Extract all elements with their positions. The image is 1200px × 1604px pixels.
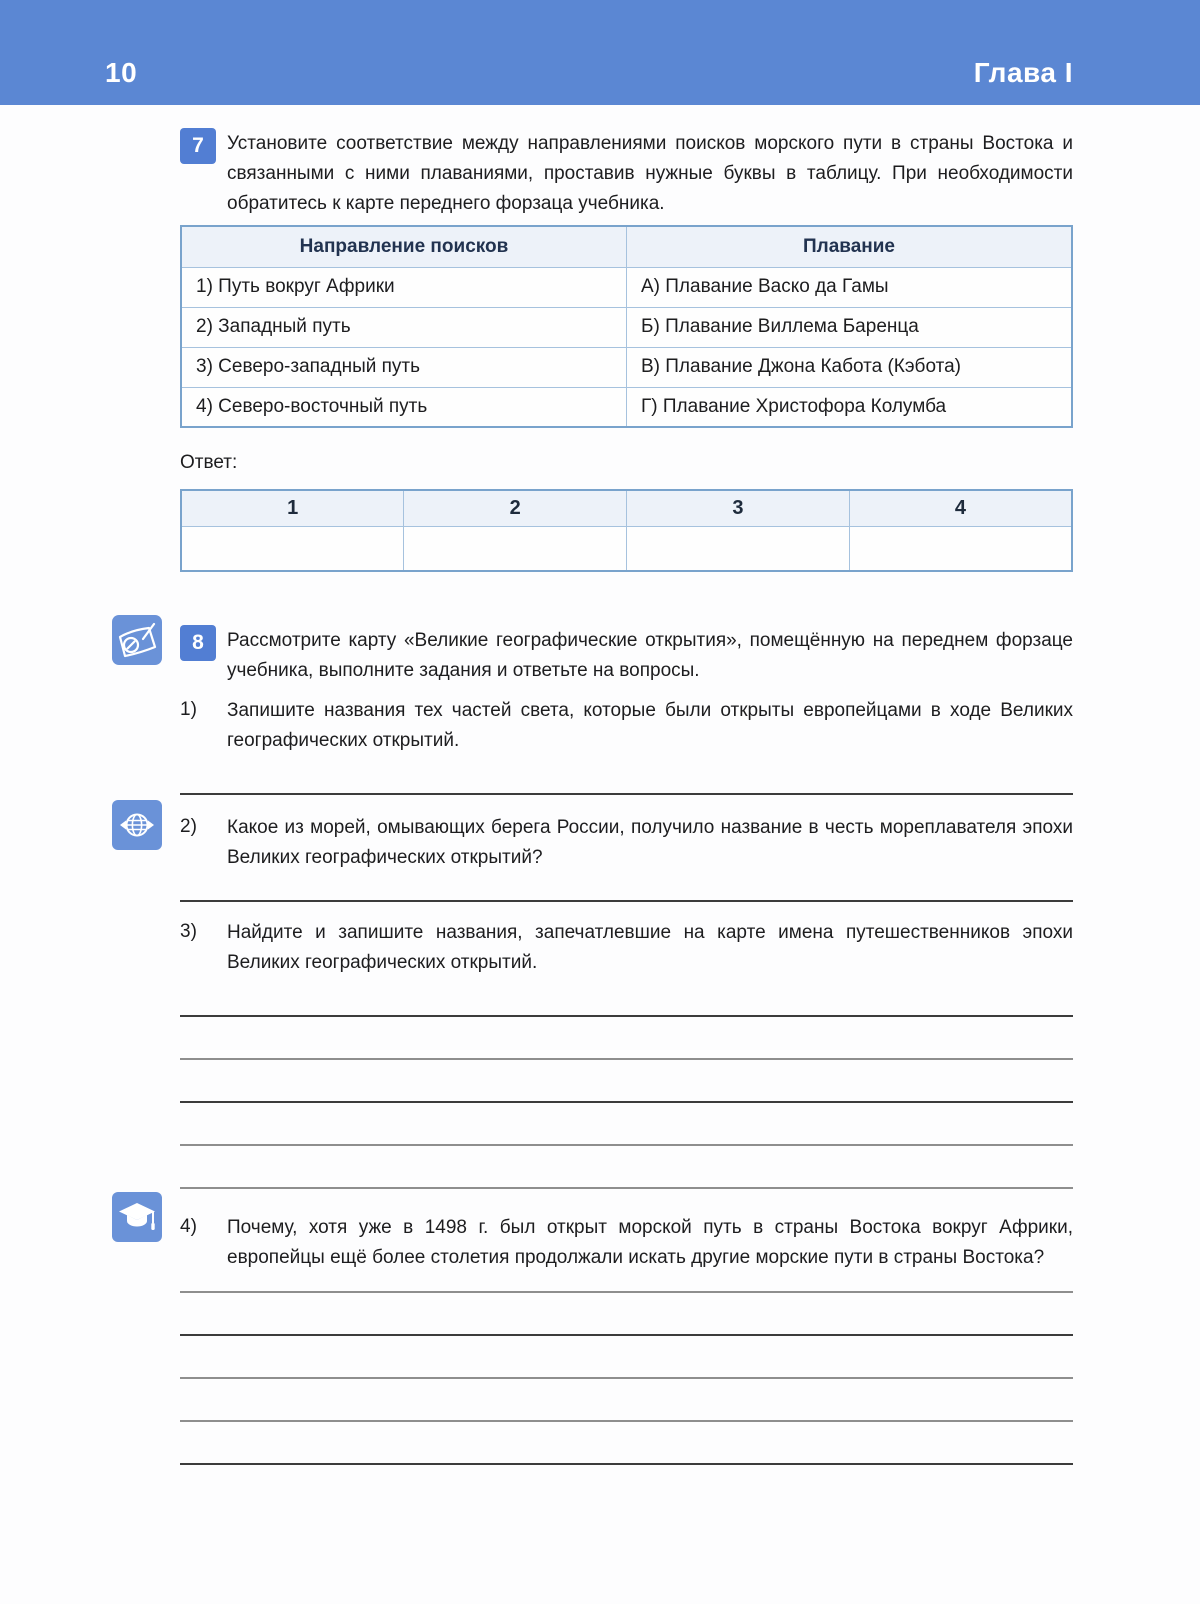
direction-cell: 2) Западный путь: [181, 307, 627, 347]
answer-table: [180, 489, 1073, 572]
task-7-number-badge: 7: [180, 128, 216, 164]
task-8: [180, 625, 1073, 686]
answer-line[interactable]: [180, 900, 1073, 902]
answer-line[interactable]: [180, 1101, 1073, 1103]
answer-cell-4[interactable]: [849, 526, 1072, 571]
chapter-header-bar: [0, 0, 1200, 105]
task-7: [180, 128, 1073, 219]
answer-line[interactable]: [180, 1334, 1073, 1336]
answer-cell-2[interactable]: [404, 526, 627, 571]
question-4: [180, 1212, 1073, 1273]
graduation-cap-icon: [112, 1192, 162, 1242]
answer-label: Ответ:: [180, 452, 238, 473]
answer-col-3: 3: [627, 490, 850, 526]
table-row: [181, 307, 1072, 347]
direction-cell: 1) Путь вокруг Африки: [181, 267, 627, 307]
matching-table: [180, 225, 1073, 428]
column-header-directions: Направление поисков: [181, 226, 627, 267]
answer-line[interactable]: [180, 1420, 1073, 1422]
question-1-number: 1): [180, 699, 197, 720]
question-4-text: Почему, хотя уже в 1498 г. был открыт морской путь в страны Востока вокруг Африки, европейцы ещё более столетия продолжали искать другие морские пути в страны Востока?: [227, 1217, 1073, 1268]
task-8-number-badge: 8: [180, 625, 216, 661]
voyage-cell: Г) Плавание Христофора Колумба: [627, 387, 1073, 427]
answer-table-input-row: [181, 526, 1072, 571]
question-1: [180, 695, 1073, 756]
answer-line[interactable]: [180, 1015, 1073, 1017]
answer-line[interactable]: [180, 1187, 1073, 1189]
answer-line[interactable]: [180, 1058, 1073, 1060]
answer-line[interactable]: [180, 1144, 1073, 1146]
answer-line[interactable]: [180, 1377, 1073, 1379]
chapter-title: Глава I: [973, 57, 1073, 88]
table-row: [181, 387, 1072, 427]
answer-cell-1[interactable]: [181, 526, 404, 571]
voyage-cell: А) Плавание Васко да Гамы: [627, 267, 1073, 307]
page-number: 10: [105, 57, 138, 88]
question-2-text: Какое из морей, омывающих берега России, получило название в честь мореплавателя эпохи Великих географических открытий?: [227, 817, 1073, 868]
answer-line[interactable]: [180, 1463, 1073, 1465]
answer-line[interactable]: [180, 1291, 1073, 1293]
question-3: [180, 917, 1073, 978]
voyage-cell: Б) Плавание Виллема Баренца: [627, 307, 1073, 347]
answer-table-header-row: [181, 490, 1072, 526]
question-3-text: Найдите и запишите названия, запечатлевшие на карте имена путешественников эпохи Великих географических открытий.: [227, 922, 1073, 973]
globe-icon: [112, 800, 162, 850]
matching-table-header-row: [181, 226, 1072, 267]
answer-col-1: 1: [181, 490, 404, 526]
question-2: [180, 812, 1073, 873]
question-2-number: 2): [180, 816, 197, 837]
table-row: [181, 347, 1072, 387]
voyage-cell: В) Плавание Джона Кабота (Кэбота): [627, 347, 1073, 387]
map-icon: [112, 615, 162, 665]
answer-line[interactable]: [180, 793, 1073, 795]
question-1-text: Запишите названия тех частей света, которые были открыты европейцами в ходе Великих географических открытий.: [227, 700, 1073, 751]
question-3-number: 3): [180, 921, 197, 942]
column-header-voyages: Плавание: [627, 226, 1073, 267]
answer-col-2: 2: [404, 490, 627, 526]
task-7-text: Установите соответствие между направлениями поисков морского пути в страны Востока и связанными с ними плаваниями, проставив нужные буквы в таблицу. При необходимости обратитесь к карте переднего форзаца учебника.: [227, 133, 1073, 214]
direction-cell: 4) Северо-восточный путь: [181, 387, 627, 427]
question-4-number: 4): [180, 1216, 197, 1237]
answer-cell-3[interactable]: [627, 526, 850, 571]
answer-col-4: 4: [849, 490, 1072, 526]
direction-cell: 3) Северо-западный путь: [181, 347, 627, 387]
task-8-text: Рассмотрите карту «Великие географические открытия», помещённую на переднем форзаце учебника, выполните задания и ответьте на вопросы.: [227, 630, 1073, 681]
table-row: [181, 267, 1072, 307]
